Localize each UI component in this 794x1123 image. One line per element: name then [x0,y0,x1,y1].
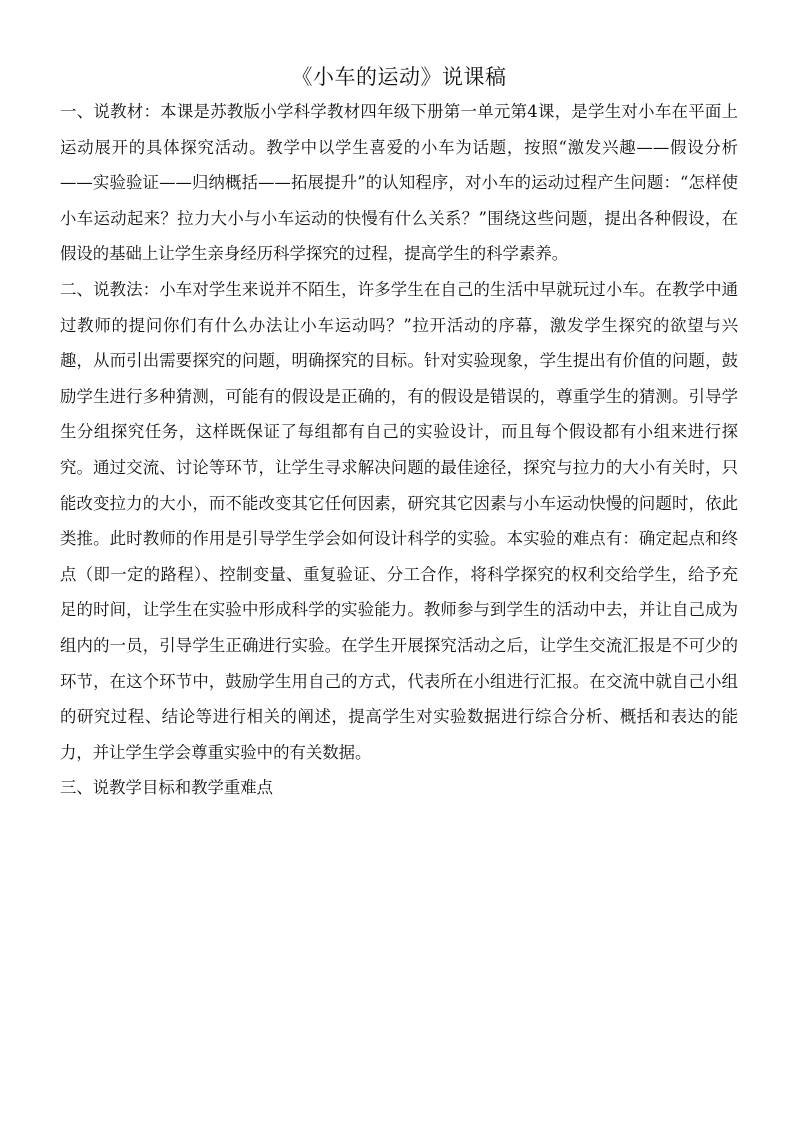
section-teaching-material: 一、说教材：本课是苏教版小学科学教材四年级下册第一单元第4课，是学生对小车在平面上运动展开的具体探究活动。教学中以学生喜爱的小车为话题，按照“激发兴趣——假设分析——实验验证——归纳概括——拓展提升”的认知程序，对小车的运动过程产生问题：“怎样使小车运动起来？拉力大小与小车运动的快慢有什么关系？”围绕这些问题，提出各种假设，在假设的基础上让学生亲身经历科学探究的过程，提高学生的科学素养。 [60,102,738,264]
section-goals-heading: 三、说教学目标和教学重难点 [60,778,274,798]
document-title: 《小车的运动》说课稿 [291,65,507,89]
document-page [60,60,738,806]
section-teaching-method: 二、说教法：小车对学生来说并不陌生，许多学生在自己的生活中早就玩过小车。在教学中通过教师的提问你们有什么办法让小车运动吗？”拉开活动的序幕，激发学生探究的欲望与兴趣，从而引出需要探究的问题，明确探究的目标。针对实验现象，学生提出有价值的问题，鼓励学生进行多种猜测，可能有的假设是正确的，有的假设是错误的，尊重学生的猜测。引导学生分组探究任务，这样既保证了每组都有自己的实验设计，而且每个假设都有小组来进行探究。通过交流、讨论等环节，让学生寻求解决问题的最佳途径，探究与拉力的大小有关时，只能改变拉力的大小，而不能改变其它任何因素，研究其它因素与小车运动快慢的问题时，依此类推。此时教师的作用是引导学生学会如何设计科学的实验。本实验的难点有：确定起点和终点（即一定的路程）、控制变量、重复验证、分工合作，将科学探究的权利交给学生，给予充足的时间，让学生在实验中形成科学的实验能力。教师参与到学生的活动中去，并让自己成为组内的一员，引导学生正确进行实验。在学生开展探究活动之后，让学生交流汇报是不可少的环节，在这个环节中，鼓励学生用自己的方式，代表所在小组进行汇报。在交流中就自己小组的研究过程、结论等进行相关的阐述，提高学生对实验数据进行综合分析、概括和表达的能力，并让学生学会尊重实验中的有关数据。 [60,279,738,762]
